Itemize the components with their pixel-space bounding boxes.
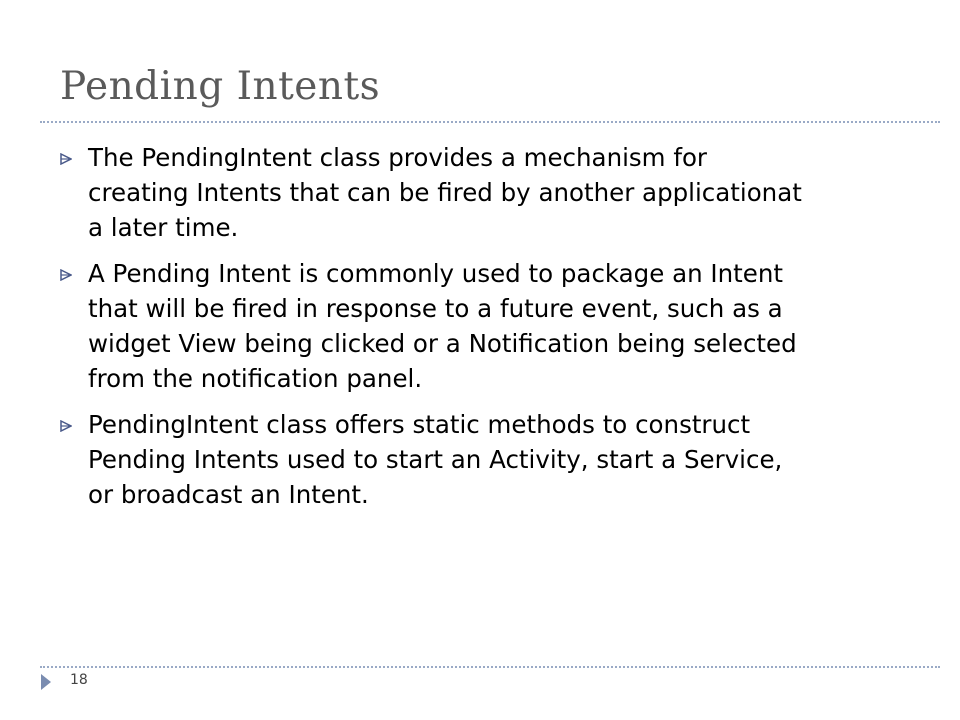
page-number: 18 <box>70 672 88 688</box>
bullet-item <box>60 256 900 396</box>
arrowhead-bullet-icon <box>60 153 72 165</box>
bullet-text: The PendingIntent class provides a mechanism for creating Intents that can be fired by another applicationat a later time. <box>88 143 802 242</box>
bullet-item <box>60 407 900 512</box>
triangle-marker-icon <box>40 672 52 692</box>
arrowhead-bullet-icon <box>60 269 72 281</box>
bullet-list <box>60 140 900 523</box>
bullet-text: PendingIntent class offers static methods to construct Pending Intents used to start an Activity, start a Service, or broadcast an Intent. <box>88 410 783 509</box>
arrowhead-bullet-icon <box>60 420 72 432</box>
footer-divider <box>40 666 940 668</box>
slide-title: Pending Intents <box>60 64 381 109</box>
bullet-item <box>60 140 900 245</box>
title-divider <box>40 121 940 123</box>
bullet-text: A Pending Intent is commonly used to package an Intent that will be fired in response to a future event, such as a widget View being clicked or a Notification being selected from the notification panel. <box>88 259 797 393</box>
